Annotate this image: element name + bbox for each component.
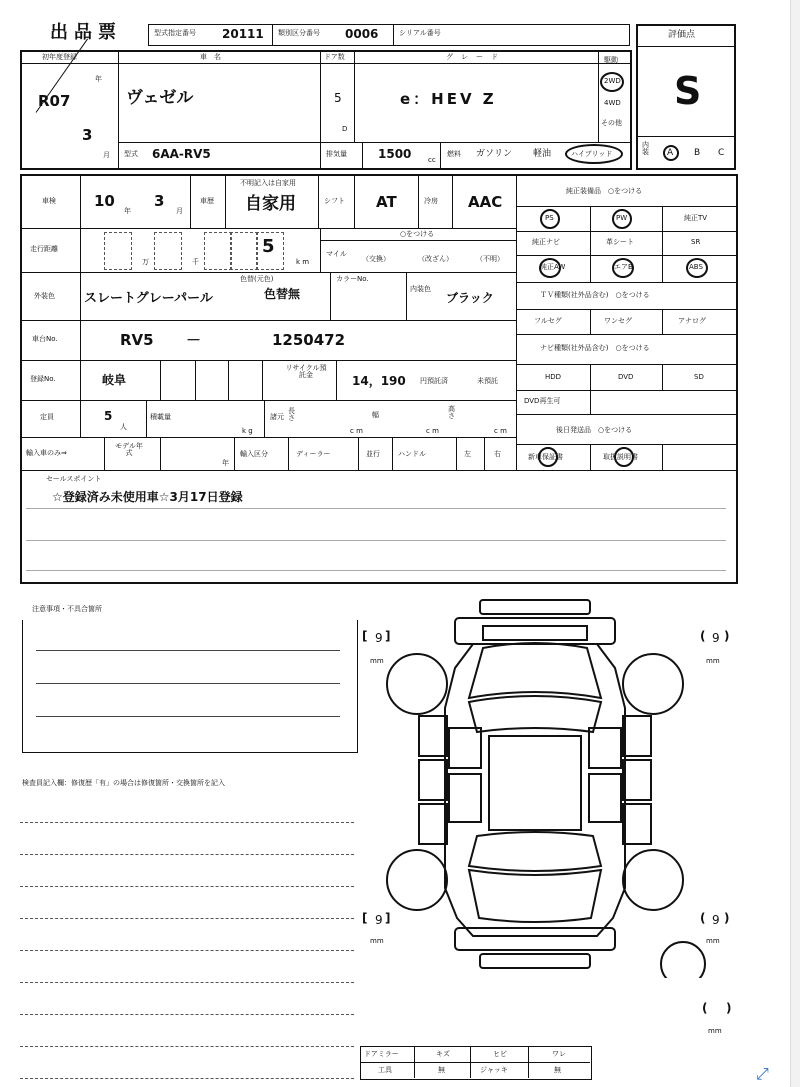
divider [516,282,738,283]
rear-panel [455,928,615,950]
navi-hdd: HDD [545,373,562,381]
tread-spare-bracket: ( [702,1001,708,1015]
divider [516,334,738,335]
divider [262,360,263,400]
import-type-label: 輸入区分 [240,450,268,458]
caution-label: 注意事項・不具合箇所 [32,605,102,613]
steering-label: ハンドル [398,450,426,458]
first-reg-month: 3 [82,126,93,144]
equip-ps: PS [545,214,554,222]
divider [662,206,663,282]
doc-manual: 取扱説明書 [603,453,638,461]
roof [489,736,581,830]
header-id-box [148,24,630,46]
era-year: R07 [38,92,71,110]
divider [636,46,736,47]
interior-grade-c: C [718,148,725,158]
mileage-label: 走行距離 [30,245,58,253]
rule [36,650,340,651]
inspector-label: 検査員記入欄：修復歴「有」の場合は修復箇所・交換箇所を記入 [22,779,225,787]
doors-value: 5 [334,91,342,105]
divider [636,136,736,137]
rule [26,540,726,541]
mileage-digit-box [204,232,232,270]
grade-value: e：HEV Z [400,90,497,108]
registration-area: 岐阜 [102,373,127,387]
width-cm: c m [426,427,439,435]
rule [36,683,340,684]
divider [160,360,161,400]
mileage-sen: 千 [192,258,199,266]
divider [336,360,337,400]
sales-text: ☆登録済み未使用車☆3月17日登録 [52,490,243,504]
tread-rr-unit: mm [706,937,720,945]
interior-color-label: 内装色 [410,285,431,293]
capacity-value: 5 [104,409,113,423]
divider [392,437,393,470]
tread-fr: 9 [712,631,720,645]
navi-sd: SD [694,373,704,381]
tread-rl-bracket: [ [362,911,368,925]
left-rear-door [419,760,447,800]
divider [452,174,453,228]
rule [20,822,354,823]
score-label: 評価点 [668,30,696,40]
right-rear-door [623,760,651,800]
tread-rl-unit: mm [370,937,384,945]
steering-left: 左 [464,450,471,458]
right-pillar-front [589,728,621,768]
tread-fr-bracket: ( [700,629,706,643]
divider [272,24,273,46]
ac-value: AAC [468,193,503,211]
doc-warranty: 新車保証書 [528,453,563,461]
drive-2wd: 2WD [604,77,621,85]
divider [590,364,591,414]
divider [225,174,226,228]
caution-box [22,620,358,753]
recycle-paid: 円預託済 [420,377,448,385]
equip-aw: 純正AW [540,263,566,271]
equip-sr: SR [691,238,701,246]
chassis-label: 車台No. [32,335,58,343]
length-label: 長さ [288,407,295,422]
tread-fl: 9 [375,631,383,645]
fuel-gasoline: ガソリン [476,149,513,159]
divider [360,1062,590,1063]
chassis-prefix: RV5 [120,331,154,349]
length-cm: c m [350,427,363,435]
rule [20,1014,354,1015]
divider [330,272,331,320]
key-cell-0: 工具 [378,1066,392,1074]
capacity-unit: 人 [120,423,127,431]
divider [516,414,738,415]
right-quarter [623,804,651,844]
inspection-month: 3 [154,192,165,210]
divider [358,437,359,470]
category-value: 0006 [345,27,379,41]
equip-airbag: エアB [614,263,633,271]
steering-right: 右 [494,450,501,458]
tread-fl-bracket-close: ] [385,629,391,643]
inspection-year: 10 [94,192,115,210]
tread-fr-bracket-close: ) [724,629,730,643]
divider [234,437,235,470]
displacement-value: 1500 [378,147,412,161]
equip-navi: 純正ナビ [532,238,560,246]
mileage-km: k m [296,258,310,266]
mileage-unknown: （不明） [476,255,504,263]
left-quarter [419,804,447,844]
tv-fullseg: フルセグ [534,317,562,325]
divider [414,1046,415,1078]
model-year-label: モデル年式 [115,442,143,457]
type-label: 型式 [124,150,138,158]
rear-window [469,832,601,871]
circle-note: ○をつける [400,230,435,238]
trunk [469,870,601,922]
ac-label: 冷房 [424,197,438,205]
tread-fl-bracket: [ [362,629,368,643]
orig-color-label: 色替(元色) [240,275,274,283]
divider [528,1046,529,1078]
recycle-label: リサイクル預託金 [285,364,327,379]
history-label: 車歴 [200,197,214,205]
model-year-unit: 年 [222,459,229,467]
fuel-diesel: 軽油 [533,149,552,159]
year-unit: 年 [95,75,102,83]
doors-d: D [342,125,348,133]
tread-fr-unit: mm [706,657,720,665]
rule [20,854,354,855]
divider [440,142,441,170]
divider [516,206,738,207]
tv-title: ＴＶ種類(社外品含む) ○をつける [540,291,650,299]
form-title: 出品票 [50,22,122,43]
sales-label: セールスポイント [46,475,102,483]
recycle-unpaid: 未預託 [477,377,498,385]
tread-spare-unit: mm [708,1027,722,1035]
divider [516,364,738,365]
divider [354,50,355,142]
divider [228,360,229,400]
viewer-scrollbar[interactable] [790,0,800,1087]
dvd-play: DVD再生可 [524,397,561,405]
model-designation-label: 型式指定番号 [154,29,196,37]
left-pillar-front [449,728,481,768]
divider [20,320,516,321]
divider [362,142,363,170]
front-bumper [480,600,590,614]
tv-oneseg: ワンセグ [604,317,632,325]
divider [590,206,591,282]
key-cell-3: 無 [554,1066,561,1074]
history-value: 自家用 [245,194,296,214]
right-pillar-mid [589,774,621,822]
orig-color-value: 色替無 [264,287,301,301]
chassis-dash: － [186,331,202,349]
tread-fl-unit: mm [370,657,384,665]
divider [20,400,516,401]
navi-dvd: DVD [618,373,634,381]
divider [516,174,517,470]
hood [469,643,601,698]
divider [662,309,663,334]
grade-label: グレード [446,53,506,61]
tread-rl-bracket-close: ] [385,911,391,925]
tv-analog: アナログ [678,317,706,325]
mileage-digit-box [104,232,132,270]
equip-leather: 革シート [606,238,634,246]
wheel-front-right [623,654,683,714]
spare-tire [661,942,705,978]
chassis-number: 1250472 [272,331,346,349]
divider [516,390,738,391]
registration-label: 登録No. [30,375,56,383]
rule [20,950,354,951]
left-front-door [419,716,447,756]
divider [160,437,161,470]
left-pillar-mid [449,774,481,822]
mileage-exchange: （交換） [362,255,390,263]
import-dealer: ディーラー [296,450,331,458]
category-label: 類別区分番号 [278,29,320,37]
fuel-label: 燃料 [447,150,461,158]
equip-pw: PW [616,214,628,222]
divider [516,255,738,256]
divider [590,444,591,470]
divider [20,272,516,273]
dims-label: 諸元 [270,413,284,421]
import-parallel: 並行 [366,450,380,458]
divider [195,360,196,400]
divider [456,437,457,470]
drive-other: その他 [601,119,622,127]
car-damage-diagram [355,598,745,978]
divider [20,360,516,361]
drive-label: 駆動 [604,56,618,64]
first-reg-label: 初年度登録 [42,53,77,61]
divider [264,400,265,437]
key-cell-2: ジャッキ [480,1066,508,1074]
divider [484,437,485,470]
doors-label: ドア数 [324,53,345,61]
divider [354,174,355,228]
rule [36,716,340,717]
divider [288,437,289,470]
car-name: ヴェゼル [126,88,194,108]
navi-title: ナビ種類(社外品含む) ○をつける [540,344,650,352]
divider [118,50,119,170]
equipment-title: 純正装備品 ○をつける [566,187,643,195]
interior-grade-label: 内装 [642,141,649,156]
key-header-3: ワレ [552,1050,566,1058]
divider [320,240,516,241]
divider [598,50,599,142]
rule [20,918,354,919]
rule [26,570,726,571]
divider [320,142,321,170]
divider [516,231,738,232]
divider [190,174,191,228]
divider [662,364,663,390]
windshield [469,696,601,732]
divider [516,309,738,310]
car-name-label: 車 名 [200,53,221,61]
mileage-man: 万 [142,258,149,266]
equip-abs: ABS [689,263,703,271]
recycle-value: 14，190 [352,374,406,388]
divider [146,400,147,437]
key-header-0: ドアミラー [364,1050,399,1058]
fuel-hybrid: ハイブリッド [571,150,613,158]
mileage-digit-box [154,232,182,270]
capacity-label: 定員 [40,413,54,421]
width-label: 幅 [372,411,379,419]
expand-icon[interactable]: ⤢ [756,1064,769,1083]
wheel-rear-left [387,850,447,910]
divider [470,1046,471,1078]
tread-rl: 9 [375,913,383,927]
divider [20,437,516,438]
inspection-month-unit: 月 [176,207,183,215]
color-no-label: カラーNo. [336,275,369,283]
docs-title: 後日発送品 ○をつける [556,426,633,434]
rule [20,886,354,887]
divider [318,174,319,228]
month-unit: 月 [103,151,110,159]
shift-value: AT [376,193,397,211]
key-header-1: キズ [436,1050,450,1058]
divider [20,470,738,471]
divider [662,444,663,470]
divider [104,437,105,470]
type-value: 6AA-RV5 [152,147,211,161]
rule [20,1078,354,1079]
displacement-label: 排気量 [326,150,347,158]
divider [118,142,632,143]
divider [406,272,407,320]
tread-spare-bracket-close: ) [726,1001,732,1015]
divider [516,444,738,445]
height-cm: c m [494,427,507,435]
interior-grade-b: B [694,148,701,158]
rule [20,982,354,983]
divider [20,228,516,229]
inspection-year-unit: 年 [124,207,131,215]
divider [80,174,81,437]
mileage-altered: （改ざん） [418,255,453,263]
score-value: S [674,69,702,113]
inspection-label: 車検 [42,197,56,205]
cc-unit: cc [428,156,436,164]
wheel-front-left [387,654,447,714]
key-header-2: ヒビ [493,1050,507,1058]
drive-4wd: 4WD [604,99,621,107]
import-label: 輸入車のみ⇒ [26,449,67,457]
shift-label: シフト [324,197,345,205]
serial-label: シリアル番号 [399,29,441,37]
divider [393,24,394,46]
tread-rr-bracket: ( [700,911,706,925]
tread-rr: 9 [712,913,720,927]
mileage-value: 5 [262,236,275,257]
tread-rr-bracket-close: ) [724,911,730,925]
key-cell-1: 無 [438,1066,445,1074]
divider [418,174,419,228]
divider [320,50,321,142]
interior-color-value: ブラック [446,291,494,305]
grille [483,626,587,640]
color-label: 外装色 [34,292,55,300]
load-kg: k g [242,427,253,435]
history-note: 不明記入は自家用 [240,179,296,187]
mileage-digit-box [230,232,258,270]
model-designation-value: 20111 [222,27,264,41]
mileage-mile: マイル [326,250,347,258]
divider [20,63,632,64]
color-value: スレートグレーパール [84,291,213,306]
load-label: 積載量 [150,413,171,421]
interior-grade-a: A [667,148,674,158]
wheel-rear-right [623,850,683,910]
right-front-door [623,716,651,756]
divider [590,309,591,334]
rule [20,1046,354,1047]
rule [26,508,726,509]
divider [320,228,321,272]
equip-tv: 純正TV [684,214,708,222]
rear-bumper [480,954,590,968]
height-label: 高さ [448,405,455,420]
